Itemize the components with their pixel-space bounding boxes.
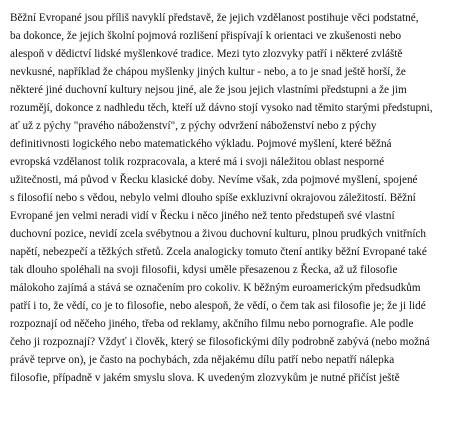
text-line: ať už z pýchy "pravého náboženství", z pýchy odvržení náboženství nebo z pýchy bbox=[10, 120, 377, 132]
text-line: ba dokonce, že jejich školní pojmová rozlišení přispívají k orientaci ve zkušenosti nebo bbox=[10, 30, 402, 42]
text-line: napětí, nebezpečí a těžkých střetů. Zcela analogicky tomuto čtení antiky běžní Evropané také bbox=[10, 246, 427, 258]
text-line: filosofie, případně v jakém smyslu slova. K uvedeným zlozvykům je nutné přičíst ještě bbox=[10, 372, 400, 384]
text-line: duchovní pozice, nevidí zcela svébytnou a živou duchovní kulturu, plnou prudkých vnitřních bbox=[10, 228, 427, 240]
text-line: rozumějí, dokonce z nadhledu těch, kteří už dávno stojí vysoko nad těmito starými předstupni, bbox=[10, 102, 433, 114]
text-line: tak dlouho spoléhali na svoji filosofii, kdysi uměle přesazenou z Řecka, až už filosofie bbox=[10, 264, 398, 276]
text-line: málokoho zajímá a stává se označením pro cokoliv. K běžným euroamerickým předsudkům bbox=[10, 282, 421, 294]
text-line: alespoň v dědictví lidské myšlenkové tradice. Mezi tyto zlozvyky patří i některé zvláště bbox=[10, 48, 403, 60]
text-line: Evropané jen velmi neradi vidí v Řecku i něco jiného než tento předstupeň své vlastní bbox=[10, 210, 395, 222]
text-line: rozpoznají od něčeho jiného, třeba od reklamy, akčního filmu nebo pornografie. Ale podle bbox=[10, 318, 414, 330]
text-line: užitečnosti, má původ v Řecku klasické doby. Nevíme však, zda pojmové myšlení, spojené bbox=[10, 174, 418, 186]
body-paragraph bbox=[10, 9, 446, 387]
text-line: definitivnosti logického nebo matematického výkladu. Pojmové myšlení, které běžná bbox=[10, 138, 392, 150]
text-line: právě teprve on), je často na pochybách, zda nějakému dílu patří nebo nepatří nálepka bbox=[10, 354, 395, 366]
text-line: některé jiné duchovní kultury nejsou jiné, ale že jsou jejich vlastními předstupni a že jim bbox=[10, 84, 407, 96]
text-line: s filosofií nebo s vědou, nebylo velmi dlouho spíše exkluzivní okrajovou záležitostí. Běžní bbox=[10, 192, 416, 204]
text-line: čeho ji rozpoznají? Vždyť i člověk, který se filosofickými díly podrobně zabývá (nebo možná bbox=[10, 336, 430, 348]
text-line: evropská vzdělanost tolik rozpracovala, a které má i svoji náležitou oblast nesporné bbox=[10, 156, 385, 168]
text-line: nevkusné, například že chápou myšlenky jiných kultur - nebo, a to je snad ještě horší, že bbox=[10, 66, 406, 78]
text-line: Běžní Evropané jsou příliš navyklí představě, že jejich vzdělanost postihuje věci podstatné, bbox=[10, 12, 419, 24]
text-line: patří i to, že vědí, co je to filosofie, nebo alespoň, že vědí, o čem tak asi filosofie je; že ji lidé bbox=[10, 300, 426, 312]
